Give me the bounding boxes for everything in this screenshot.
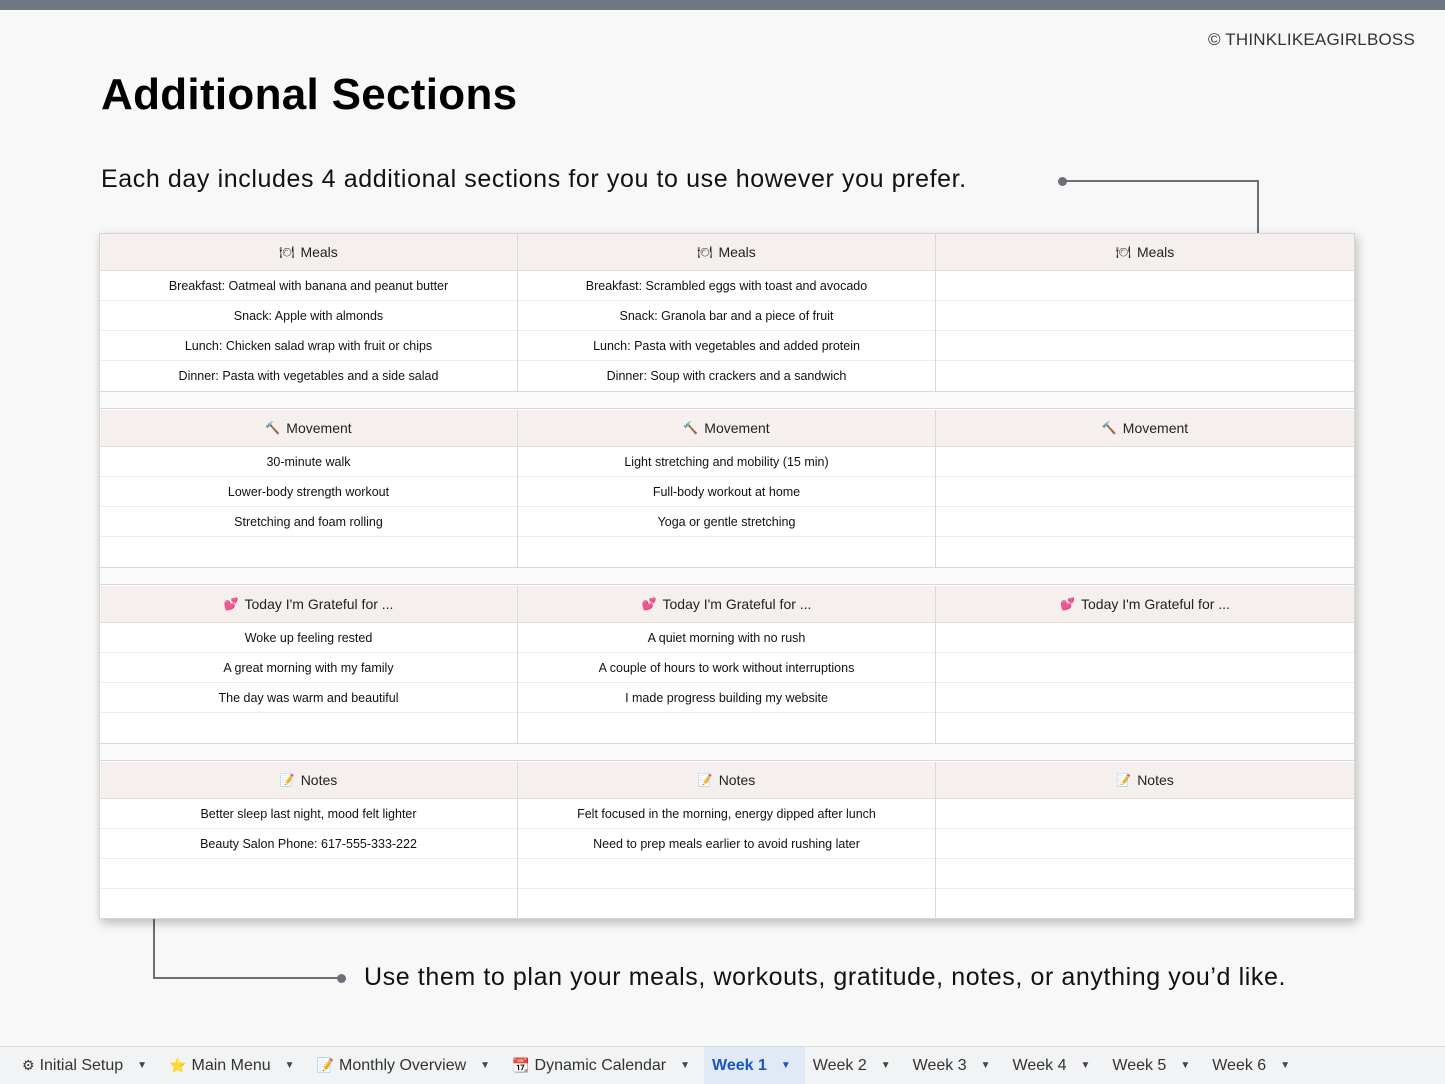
section-header[interactable] xyxy=(936,410,1354,447)
day-column xyxy=(100,234,518,391)
top-bar xyxy=(0,0,1445,10)
day-column xyxy=(100,762,518,919)
section-header-label: Today I'm Grateful for ... xyxy=(1081,596,1230,612)
movement-section xyxy=(100,410,1354,567)
sheet-tab-bar xyxy=(0,1046,1445,1084)
section-header[interactable] xyxy=(518,410,935,447)
cell-text: Need to prep meals earlier to avoid rushing later xyxy=(593,836,860,851)
table-row[interactable] xyxy=(518,271,935,301)
table-row[interactable] xyxy=(936,713,1354,743)
tab-label: Week 5 xyxy=(1112,1056,1167,1074)
tab-label: Week 2 xyxy=(812,1056,867,1074)
section-header-label: Movement xyxy=(704,420,770,436)
table-row[interactable] xyxy=(100,829,517,859)
cell-text: Breakfast: Oatmeal with banana and peanut butter xyxy=(168,278,449,293)
section-header[interactable] xyxy=(936,762,1354,799)
spreadsheet-preview xyxy=(99,233,1355,919)
connector-line-top-h xyxy=(1062,180,1259,182)
section-header-label: Meals xyxy=(718,244,756,260)
day-column xyxy=(936,234,1354,391)
table-row[interactable] xyxy=(100,331,517,361)
cell-text: Dinner: Soup with crackers and a sandwich xyxy=(606,369,847,383)
section-divider xyxy=(100,391,1354,409)
chevron-down-icon[interactable]: ▼ xyxy=(880,1060,891,1071)
chevron-down-icon[interactable]: ▼ xyxy=(480,1060,491,1071)
table-row[interactable] xyxy=(518,361,935,391)
tab-label: Week 3 xyxy=(912,1056,967,1074)
section-header[interactable] xyxy=(518,234,935,271)
section-header[interactable] xyxy=(518,762,935,799)
memo-icon: 📝 xyxy=(1116,773,1132,787)
tab-label: Main Menu xyxy=(191,1056,271,1074)
table-row[interactable] xyxy=(100,507,517,537)
chevron-down-icon[interactable]: ▼ xyxy=(1080,1060,1091,1071)
table-row[interactable] xyxy=(518,507,935,537)
day-column xyxy=(518,410,936,567)
table-row[interactable] xyxy=(936,653,1354,683)
page-title: Additional Sections xyxy=(101,70,518,119)
table-row[interactable] xyxy=(936,507,1354,537)
table-row[interactable] xyxy=(518,301,935,331)
plate-icon: 🍽 xyxy=(279,245,295,259)
table-row[interactable] xyxy=(100,653,517,683)
table-row[interactable] xyxy=(100,271,517,301)
section-header[interactable] xyxy=(518,586,935,623)
hearts-icon: 💕 xyxy=(1060,597,1075,611)
hearts-icon: 💕 xyxy=(641,597,657,611)
copyright: © THINKLIKEAGIRLBOSS xyxy=(1207,30,1415,49)
table-row[interactable] xyxy=(100,889,517,919)
table-row[interactable] xyxy=(100,301,517,331)
table-row[interactable] xyxy=(936,829,1354,859)
section-header-label: Meals xyxy=(1136,244,1175,260)
table-row[interactable] xyxy=(100,713,517,743)
section-header-label: Today I'm Grateful for ... xyxy=(662,596,812,612)
tab-initial-setup[interactable] xyxy=(14,1047,161,1084)
section-header-label: Movement xyxy=(1122,420,1189,436)
table-row[interactable] xyxy=(518,447,935,477)
table-row[interactable] xyxy=(936,477,1354,507)
day-column xyxy=(518,586,936,743)
tab-label: Monthly Overview xyxy=(339,1056,467,1074)
hammer-icon: 🔨 xyxy=(265,421,281,435)
cell-text: The day was warm and beautiful xyxy=(218,690,399,705)
tab-week-5[interactable] xyxy=(1104,1047,1204,1084)
table-row[interactable] xyxy=(936,537,1354,567)
meals-section xyxy=(100,234,1354,391)
memo-icon: 📝 xyxy=(697,773,713,787)
tab-label: Initial Setup xyxy=(39,1056,124,1074)
table-row[interactable] xyxy=(100,361,517,391)
table-row[interactable] xyxy=(518,889,935,919)
table-row[interactable] xyxy=(936,361,1354,391)
table-row[interactable] xyxy=(100,537,517,567)
tab-label: Week 1 xyxy=(712,1056,767,1074)
chevron-down-icon[interactable]: ▼ xyxy=(1180,1060,1191,1071)
tab-label: Week 4 xyxy=(1012,1056,1067,1074)
section-header-label: Notes xyxy=(718,772,756,788)
section-header[interactable] xyxy=(100,762,517,799)
table-row[interactable] xyxy=(936,301,1354,331)
connector-line-bottom-h xyxy=(153,977,341,979)
cell-text: Lunch: Pasta with vegetables and added protein xyxy=(593,338,860,353)
table-row[interactable] xyxy=(518,683,935,713)
hammer-icon: 🔨 xyxy=(1101,421,1117,435)
cell-text: A quiet morning with no rush xyxy=(647,630,806,645)
tab-week-2[interactable] xyxy=(805,1047,905,1084)
section-header[interactable] xyxy=(100,410,517,447)
section-header[interactable] xyxy=(936,234,1354,271)
table-row[interactable] xyxy=(936,799,1354,829)
section-header-label: Movement xyxy=(286,420,352,436)
section-header[interactable] xyxy=(100,234,517,271)
cell-text: Lower-body strength workout xyxy=(227,484,390,499)
tab-label: Week 6 xyxy=(1212,1056,1267,1074)
table-row[interactable] xyxy=(936,331,1354,361)
section-header-label: Notes xyxy=(1137,772,1174,788)
tab-dynamic-calendar[interactable] xyxy=(504,1047,704,1084)
intro-text: Each day includes 4 additional sections for you to use however you prefer. xyxy=(101,165,967,193)
table-row[interactable] xyxy=(936,683,1354,713)
table-row[interactable] xyxy=(100,447,517,477)
cell-text: Felt focused in the morning, energy dipped after lunch xyxy=(577,806,876,821)
section-header[interactable] xyxy=(936,586,1354,623)
memo-icon: 📝 xyxy=(279,773,295,787)
table-row[interactable] xyxy=(518,829,935,859)
section-divider xyxy=(100,567,1354,585)
tab-label: Dynamic Calendar xyxy=(534,1056,667,1074)
table-row[interactable] xyxy=(518,653,935,683)
plate-icon: 🍽 xyxy=(1115,245,1131,259)
section-header[interactable] xyxy=(100,586,517,623)
cell-text: A couple of hours to work without interruptions xyxy=(598,660,855,675)
cell-text: Lunch: Chicken salad wrap with fruit or chips xyxy=(184,338,433,353)
section-header-label: Meals xyxy=(300,244,338,260)
day-column xyxy=(518,762,936,919)
star-icon: ⭐ xyxy=(169,1057,187,1073)
cell-text: Yoga or gentle stretching xyxy=(657,514,796,529)
memo-icon: 📝 xyxy=(316,1057,335,1073)
section-divider xyxy=(100,743,1354,761)
tab-week-3[interactable] xyxy=(905,1047,1005,1084)
day-column xyxy=(518,234,936,391)
day-column xyxy=(936,586,1354,743)
tab-main-menu[interactable] xyxy=(161,1047,309,1084)
table-row[interactable] xyxy=(518,859,935,889)
day-column xyxy=(936,762,1354,919)
table-row[interactable] xyxy=(100,683,517,713)
cell-text: Stretching and foam rolling xyxy=(234,514,383,529)
connector-dot-bottom xyxy=(337,974,346,983)
table-row[interactable] xyxy=(936,447,1354,477)
tab-week-1[interactable] xyxy=(704,1047,805,1084)
cell-text: Full-body workout at home xyxy=(652,484,801,499)
calendar-icon: 📆 xyxy=(512,1057,530,1073)
footer-text: Use them to plan your meals, workouts, gratitude, notes, or anything you’d like. xyxy=(364,963,1287,991)
notes-section xyxy=(100,762,1354,919)
chevron-down-icon[interactable]: ▼ xyxy=(1280,1060,1291,1071)
table-row[interactable] xyxy=(936,623,1354,653)
table-row[interactable] xyxy=(100,859,517,889)
tab-week-6[interactable] xyxy=(1204,1047,1304,1084)
chevron-down-icon[interactable]: ▼ xyxy=(980,1060,991,1071)
cell-text: Snack: Granola bar and a piece of fruit xyxy=(619,308,834,323)
cell-text: Light stretching and mobility (15 min) xyxy=(624,454,829,469)
tab-week-4[interactable] xyxy=(1005,1047,1105,1084)
grateful-section xyxy=(100,586,1354,743)
chevron-down-icon[interactable]: ▼ xyxy=(137,1060,148,1071)
table-row[interactable] xyxy=(518,537,935,567)
table-row[interactable] xyxy=(100,799,517,829)
table-row[interactable] xyxy=(100,623,517,653)
table-row[interactable] xyxy=(518,623,935,653)
day-column xyxy=(100,410,518,567)
cell-text: Dinner: Pasta with vegetables and a side salad xyxy=(178,369,439,383)
cell-text: Beauty Salon Phone: 617-555-333-222 xyxy=(200,836,417,851)
cell-text: Woke up feeling rested xyxy=(244,630,373,645)
chevron-down-icon[interactable]: ▼ xyxy=(680,1060,691,1071)
day-column xyxy=(936,410,1354,567)
table-row[interactable] xyxy=(518,477,935,507)
section-header-label: Notes xyxy=(300,772,338,788)
table-row[interactable] xyxy=(936,271,1354,301)
hammer-icon: 🔨 xyxy=(683,421,699,435)
cell-text: Better sleep last night, mood felt lighter xyxy=(200,806,417,821)
tab-monthly-overview[interactable] xyxy=(309,1047,505,1084)
cell-text: Snack: Apple with almonds xyxy=(233,308,384,323)
chevron-down-icon[interactable]: ▼ xyxy=(780,1060,791,1071)
gear-icon: ⚙ xyxy=(22,1057,35,1073)
hearts-icon: 💕 xyxy=(223,597,239,611)
table-row[interactable] xyxy=(936,859,1354,889)
cell-text: I made progress building my website xyxy=(625,690,828,705)
table-row[interactable] xyxy=(518,799,935,829)
cell-text: A great morning with my family xyxy=(223,660,394,675)
plate-icon: 🍽 xyxy=(697,245,713,259)
table-row[interactable] xyxy=(100,477,517,507)
table-row[interactable] xyxy=(518,713,935,743)
section-header-label: Today I'm Grateful for ... xyxy=(244,596,394,612)
day-column xyxy=(100,586,518,743)
table-row[interactable] xyxy=(518,331,935,361)
table-row[interactable] xyxy=(936,889,1354,919)
chevron-down-icon[interactable]: ▼ xyxy=(284,1060,295,1071)
cell-text: 30-minute walk xyxy=(266,454,351,469)
cell-text: Breakfast: Scrambled eggs with toast and avocado xyxy=(585,278,868,293)
